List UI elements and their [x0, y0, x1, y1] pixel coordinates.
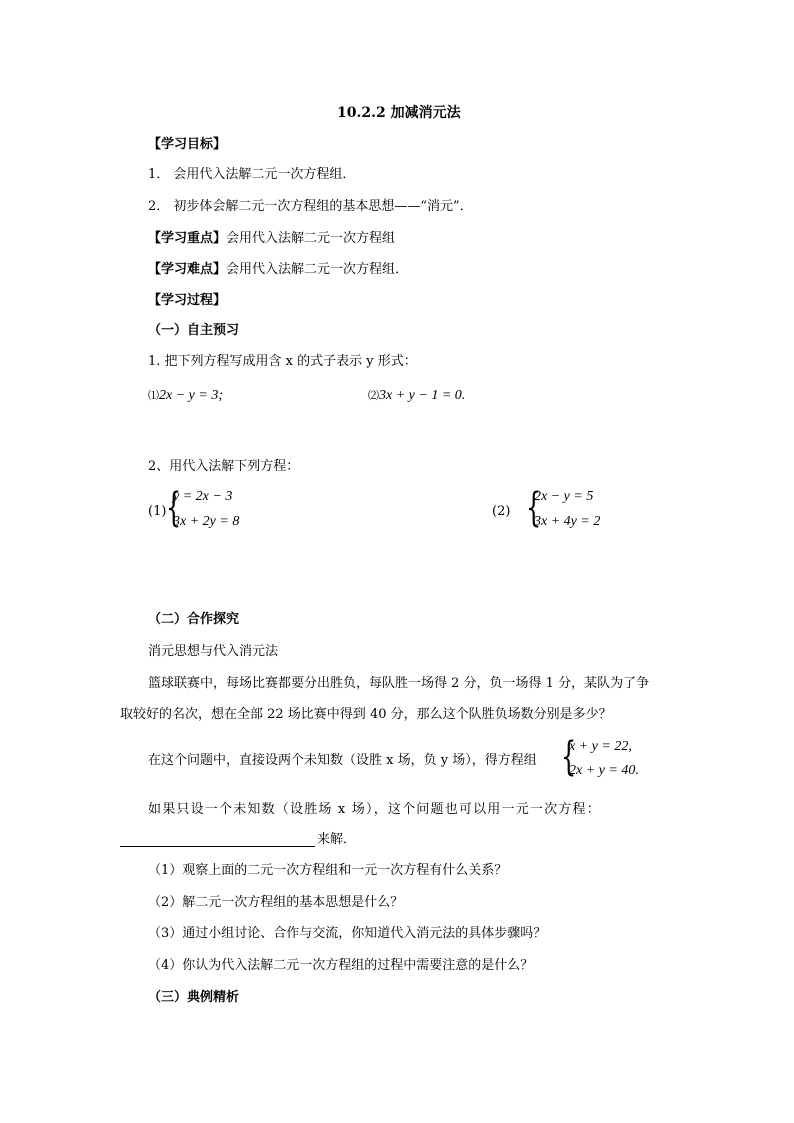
answer-blank[interactable]: [120, 846, 315, 847]
q1-equation1: [148, 387, 223, 405]
system2-label: (2): [492, 504, 511, 519]
q1-equation1-text: 2x − y = 3;: [159, 388, 223, 403]
system1-brace: {: [166, 485, 182, 531]
section3-heading: （三）典例精析: [148, 990, 240, 1005]
section1-heading: （一）自主预习: [148, 323, 240, 338]
system2-equation: 2x − y = 5: [534, 489, 594, 504]
discussion-question: （4）你认为代入法解二元一次方程组的过程中需要注意的是什么？: [148, 958, 534, 973]
setup-system-equation: x + y = 22,: [569, 739, 632, 754]
section1-question1: 1. 把下列方程写成用含 x 的式子表示 y 形式：: [148, 354, 417, 369]
q1-equation2-text: 3x + y − 1 = 0.: [379, 388, 466, 403]
problem-line: 篮球联赛中，每场比赛都要分出胜负，每队胜一场得 2 分，负一场得 1 分，某队为了争: [148, 676, 650, 691]
objectives-heading: 【学习目标】: [148, 137, 227, 152]
system1-equation: 3x + 2y = 8: [173, 514, 240, 529]
discussion-question: （2）解二元一次方程组的基本思想是什么？: [148, 895, 404, 910]
system1-equation: y = 2x − 3: [173, 489, 233, 504]
problem-line: 取较好的名次，想在全部 22 场比赛中得到 40 分，那么这个队胜负场数分别是多少？: [120, 707, 612, 722]
single-variable-line: 如果只设一个未知数（设胜场 x 场），这个问题也可以用一元一次方程：: [148, 802, 601, 817]
difficulty-label: 【学习难点】: [148, 262, 227, 277]
process-heading: 【学习过程】: [148, 293, 227, 308]
q1-equation2-label: ⑵: [368, 389, 379, 402]
system2-equation: 3x + 4y = 2: [534, 514, 601, 529]
setup-system-brace: {: [561, 734, 577, 780]
key-point-text: 会用代入法解二元一次方程组: [226, 231, 396, 246]
key-point-label: 【学习重点】: [148, 231, 227, 246]
section1-question2: 2、用代入法解下列方程：: [148, 459, 300, 474]
setup-system-equation: 2x + y = 40.: [569, 763, 639, 778]
section2-heading: （二）合作探究: [148, 612, 240, 627]
setup-text: 在这个问题中，直接设两个未知数（设胜 x 场，负 y 场），得方程组: [148, 753, 537, 768]
system1-label: (1): [148, 504, 167, 519]
single-variable-suffix: 来解．: [317, 832, 357, 847]
key-point: [148, 230, 395, 248]
discussion-question: （3）通过小组讨论、合作与交流，你知道代入消元法的具体步骤吗？: [148, 926, 547, 941]
page-title: 10.2.2 加减消元法: [337, 105, 461, 121]
objective-item: 2． 初步体会解二元一次方程组的基本思想——“消元”．: [148, 199, 473, 214]
difficulty: [148, 261, 408, 279]
discussion-question: （1）观察上面的二元一次方程组和一元一次方程有什么关系？: [148, 863, 508, 878]
q1-equation1-label: ⑴: [148, 389, 159, 402]
objective-item: 1． 会用代入法解二元一次方程组．: [148, 167, 356, 182]
difficulty-text: 会用代入法解二元一次方程组．: [226, 262, 409, 277]
section2-subheading: 消元思想与代入消元法: [148, 644, 279, 659]
q1-equation2: [368, 387, 465, 405]
system2-brace: {: [526, 485, 542, 531]
